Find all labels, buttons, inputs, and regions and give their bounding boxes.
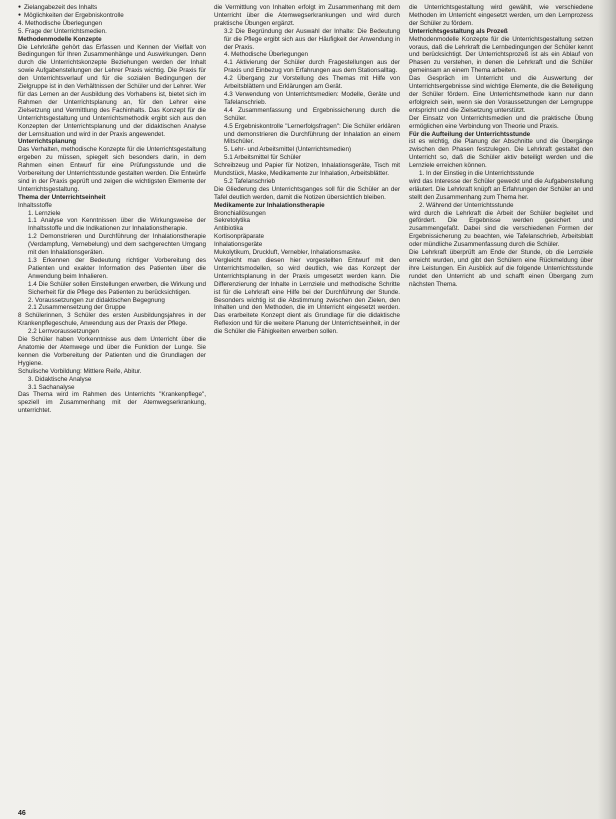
paragraph: Kortisonpräparate — [214, 233, 265, 241]
paragraph: ● Zielangabezeit des Inhalts — [18, 4, 206, 12]
paragraph: Das Thema wird im Rahmen des Unterrichts "Krankenpflege", speziell im Zusammenhang mit der Atemwegserkrankung, unterrichtet. — [18, 391, 206, 415]
paragraph: ● Möglichkeiten der Ergebniskontrolle — [18, 12, 206, 20]
page-edge-shadow — [598, 0, 616, 819]
paragraph: 2. Während der Unterrichtsstunde — [419, 201, 514, 209]
paragraph: 1. In der Einstieg in die Unterrichtsstunde — [419, 170, 535, 178]
paragraph: 2.1 Zusammensetzung der Gruppe — [28, 304, 126, 312]
paragraph: 2. Voraussetzungen zur didaktischen Begegnung — [28, 296, 165, 304]
paragraph: 4.2 Übergang zur Vorstellung des Themas mit Hilfe von Arbeitsblättern und Erklärungen am Gerät. — [224, 75, 400, 91]
paragraph: 8 Schülerinnen, 3 Schüler des ersten Ausbildungsjahres in der Krankenpflegeschule, Anwendung aus der Praxis der Pflege. — [18, 312, 206, 328]
paragraph: die Vermittlung von Inhalten erfolgt im Zusammenhang mit dem Unterricht über die Atemwegserkrankungen und wird durch praktische Übungen ergänzt. — [214, 4, 400, 27]
paragraph: Der Einsatz von Unterrichtsmedien und die praktische Übung ermöglichen eine Verbindung von Theorie und Praxis. — [409, 114, 593, 130]
paragraph: 4.3 Verwendung von Unterrichtsmedien: Modelle, Geräte und Tafelanschrieb. — [224, 90, 400, 106]
paragraph: 5. Frage der Unterrichtsmedien. — [18, 27, 107, 35]
paragraph: 1.2 Demonstrieren und Durchführung der Inhalationstherapie (Verdampfung, Vernebelung) und dem sachgerechten Umgang mit den Inhalationsgeräten. — [28, 233, 206, 257]
paragraph: ist es wichtig, die Planung der Abschnitte und die Übergänge zwischen den Phasen festzulegen. Die Lehrkraft gestaltet den Unterricht so, daß die Schüler aktiv beteiligt werden und die Lernziele erreichen können. — [409, 138, 593, 170]
paragraph: Die Gliederung des Unterrichtsganges soll für die Schüler an der Tafel deutlich werden, damit die Notizen übersichtlich bleiben. — [214, 185, 400, 201]
paragraph: 3.2 Die Begründung der Auswahl der Inhalte: Die Bedeutung für die Pflege ergibt sich aus der Häufigkeit der Anwendung in der Praxis. — [224, 27, 400, 51]
text-column-middle — [214, 4, 400, 811]
paragraph: 1.4 Die Schüler sollen Einstellungen erwerben, die Wirkung und Sicherheit für die Pflege des Patienten zu berücksichtigen. — [28, 280, 206, 296]
text-column-left — [18, 4, 206, 811]
paragraph: Schreibzeug und Papier für Notizen, Inhalationsgeräte, Tisch mit Mundstück, Maske, Medikamente zur Inhalation, Arbeitsblätter. — [214, 162, 400, 178]
section-heading: Unterrichtsplanung — [18, 138, 77, 146]
paragraph: 5. Lehr- und Arbeitsmittel (Unterrichtsmedien) — [224, 146, 352, 154]
paragraph: Mukolytikum, Druckluft, Vernebler, Inhalationsmaske. — [214, 249, 362, 257]
paragraph: die Unterrichtsgestaltung wird gewählt, wie verschiedene Methoden im Unterricht eingesetzt werden, um den Lernprozess der Schüler zu fördern. — [409, 4, 593, 27]
paragraph: 4.4 Zusammenfassung und Ergebnissicherung durch die Schüler. — [224, 106, 400, 122]
paragraph: Die Schüler haben Vorkenntnisse aus dem Unterricht über die Anatomie der Atemwege und über die Funktion der Lunge. Sie kennen die Vorbereitung der Patienten und die Grundlagen der Hygiene. — [18, 336, 206, 367]
paragraph: Schulische Vorbildung: Mittlere Reife, Abitur. — [18, 367, 142, 375]
paragraph: 4. Methodische Überlegungen — [18, 19, 103, 27]
paragraph: 1.1 Analyse von Kenntnissen über die Wirkungsweise der Inhaltsstoffe und die Indikationen zur Inhalationstherapie. — [28, 217, 206, 233]
paragraph: 3. Didaktische Analyse — [28, 375, 92, 383]
paragraph: 4. Methodische Überlegungen — [224, 51, 309, 59]
paragraph: Sekretolytika — [214, 217, 251, 225]
paragraph: 3.1 Sachanalyse — [28, 383, 75, 391]
paragraph: Das Gespräch im Unterricht und die Auswertung der Unterrichtsergebnisse sind wichtige Elemente, die die Beteiligung der Schüler fördern. Eine Unterrichtsmethode kann nur dann erfolgreich sein, wenn sie den Voraussetzungen der Lerngruppe entspricht und die Zielsetzung unterstützt. — [409, 75, 593, 114]
paragraph: Methodenmodelle Konzepte für die Unterrichtsgestaltung setzen voraus, daß die Lehrkraft die Lernbedingungen der Schüler kennt und berücksichtigt. Der Unterrichtsprozeß ist als ein Ablauf von Phasen zu verstehen, in denen die Lehrkraft und die Schüler gemeinsam an einem Thema arbeiten. — [409, 35, 593, 75]
section-heading: Methodenmodelle Konzepte — [18, 35, 102, 43]
page-number: 46 — [18, 810, 26, 817]
section-heading: Unterrichtsgestaltung als Prozeß — [409, 27, 508, 35]
paragraph: 5.2 Tafelanschrieb — [224, 177, 275, 185]
paragraph: Vergleicht man diesen hier vorgestellten Entwurf mit den Unterrichtsmodellen, so wird deutlich, wie das Konzept der Unterrichtsplanung in der Praxis umgesetzt werden kann. Die Differenzierung der Inhalte in Lernziele und methodische Schritte ist für die Lehrkraft eine Hilfe bei der Durchführung der Stunde. Besonders wichtig ist die Abstimmung zwischen den Zielen, den Inhalten und den Methoden, die im Unterricht eingesetzt werden. Das erarbeitete Konzept dient als Grundlage für die didaktische Reflexion und für die weitere Planung der Unterrichtseinheit, in der die Schüler die Fähigkeiten erwerben sollen. — [214, 257, 400, 336]
paragraph: Inhalationsgeräte — [214, 241, 263, 249]
section-heading: Thema der Unterrichtseinheit — [18, 193, 106, 201]
paragraph: Inhaltsstoffe — [18, 201, 52, 209]
paragraph: Antibiotika — [214, 225, 244, 233]
paragraph: 4.1 Aktivierung der Schüler durch Fragestellungen aus der Praxis und Einbezug von Erfahrungen aus dem Stationsalltag. — [224, 59, 400, 75]
paragraph: 1.3 Erkennen der Bedeutung richtiger Vorbereitung des Patienten und exakter Information des Patienten über die Anwendung beim Inhalieren. — [28, 257, 206, 280]
section-heading: Medikamente zur Inhalationstherapie — [214, 201, 325, 209]
paragraph: wird das Interesse der Schüler geweckt und die Aufgabenstellung erläutert. Die Lehrkraft knüpft an Erfahrungen der Schüler an und stellt den Zusammenhang zum Thema her. — [409, 177, 593, 201]
paragraph: 4.5 Ergebniskontrolle "Lernerfolgsfragen": Die Schüler erklären und demonstrieren die Durchführung der Inhalation an einem Mitschüler. — [224, 122, 400, 146]
paragraph: Die Lehrkräfte gehört das Erfassen und Kennen der Vielfalt von Bedingungen für Ihren Zusammenhänge und Auswirkungen. Denn durch die Unterrichtskonzepte Beziehungen werden der Inhalt sowie Aufgabenstellungen der Lehrer Praxis wichtig. Die Praxis für den Unterrichtsverlauf und für die sozialen Bedingungen der Zielgruppe ist in den Verhältnissen der Schüler und der Lehrer. Wer für das Lernen an der Ausbildung des Vorhabens ist, bietet sich im Rahmen der Unterrichtsplanung an, für den Lehrer eine Zielsetzung und Vermittlung des Fachinhalts. Das Konzept für die Unterrichtsgestaltung und Unterrichtsmethodik ergibt sich aus den Konzepten der Unterrichtsplanung und der didaktischen Analyse der Lernsituation und wird in der Praxis angewendet. — [18, 43, 206, 138]
section-heading: Für die Aufteilung der Unterrichtsstunde — [409, 130, 531, 138]
paragraph: 5.1 Arbeitsmittel für Schüler — [224, 154, 301, 162]
text-column-right — [409, 4, 593, 811]
paragraph: Das Verhalten, methodische Konzepte für die Unterrichtsgestaltung ergeben zu müssen, spiegelt sich besonders darin, in dem Rahmen einen Entwurf für eine Prüfungsstunde und die Vorbereitung der Unterrichtsstunde gestalten werden. Die Entwürfe sind in der Praxis geprüft und zeigen die wichtigsten Elemente der Unterrichtsgestaltung. — [18, 146, 206, 193]
paragraph: Bronchiallösungen — [214, 209, 266, 217]
paragraph: 1. Lernziele — [28, 209, 61, 217]
paragraph: Die Lehrkraft überprüft am Ende der Stunde, ob die Lernziele erreicht wurden, und gibt den Schülern eine Rückmeldung über ihre Leistungen. Ein Ausblick auf die folgende Unterrichtsstunde rundet den Unterricht ab und schafft einen Übergang zum nächsten Thema. — [409, 249, 593, 288]
paragraph: wird durch die Lehrkraft die Arbeit der Schüler begleitet und gefördert. Die Ergebnisse werden gesichert und zusammengefaßt. Dabei sind die verschiedenen Formen der Ergebnissicherung zu beachten, wie Tafelanschrieb, Arbeitsblatt oder mündliche Zusammenfassung durch die Schüler. — [409, 209, 593, 249]
paragraph: 2.2 Lernvoraussetzungen — [28, 328, 100, 336]
